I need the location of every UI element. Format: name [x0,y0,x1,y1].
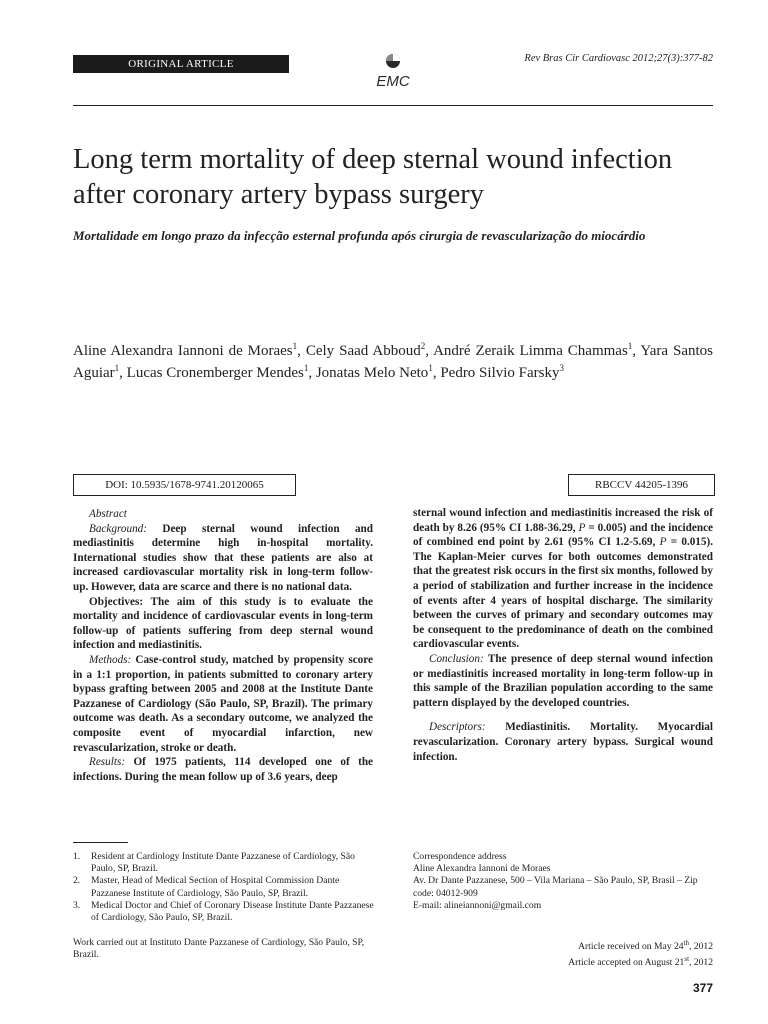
author-name: Yara Santos Aguiar [73,343,713,381]
logo-text: EMC [376,73,410,90]
abstract-column-right [413,506,713,764]
abstract-methods [73,653,373,755]
footnote-item [73,900,375,924]
accepted-ordinal: st [684,955,690,964]
descriptors-label: Descriptors: [429,721,486,734]
author-affiliation-marker: 1 [627,341,633,351]
article-title: Long term mortality of deep sternal wound infection after coronary artery bypass surgery [73,144,673,210]
article-subtitle: Mortalidade em longo prazo da infecção esternal profunda após cirurgia de revascularização do miocárdio [73,228,646,243]
header-rule [73,105,713,106]
correspondence-name: Aline Alexandra Iannoni de Moraes [413,863,551,875]
author-name: Pedro Silvio Farsky [440,365,560,381]
conclusion-label: Conclusion: [429,652,484,665]
p-symbol: P [578,521,586,534]
received-date [568,937,713,953]
accepted-date [568,953,713,969]
results-text-2a: sternal wound infection and mediastinitis increased the risk of death by 8.26 (95% CI 1.88-36.29, [413,507,713,534]
author-separator: , [632,343,641,359]
p-symbol: P [659,536,667,549]
received-ordinal: th [683,939,690,947]
page-number: 377 [692,981,713,995]
footnote-number: 1. [73,851,81,862]
author-separator: , [425,343,434,359]
author-affiliation-marker: 1 [292,341,298,351]
author-list [73,340,713,384]
affiliation-footnotes [73,851,375,924]
section-label: ORIGINAL ARTICLE [73,55,289,73]
author-affiliation-marker: 1 [428,363,433,373]
results-text-2c: = 0.015). The Kaplan-Meier curves for both outcomes demonstrated that the greatest risk occurs in the first six months, followed by a period of stabilization and further increase in the incidence of events after 4 years of hospital discharge. The similarity between the curves of primary and secondary outcomes may be consequent to the predominance of death on the combined cardiovascular events. [413,536,714,651]
author-separator: , [119,365,127,381]
correspondence-block [413,851,715,912]
footnote-number: 2. [73,875,81,887]
author-name: Aline Alexandra Iannoni de Moraes [73,343,293,359]
author-affiliation-marker: 1 [303,363,309,373]
abstract-heading: Abstract [89,508,127,520]
author-affiliation-marker: 1 [114,363,120,373]
rbccv-box: RBCCV 44205-1396 [568,474,715,496]
emc-logo-icon [368,51,418,91]
article-dates [568,937,713,970]
author-separator: , [432,365,441,381]
spacer [413,710,713,720]
footnote-item [73,851,375,875]
footnote-text: Master, Head of Medical Section of Hospital Commission Dante Pazzanese Institute of Cardiology, São Paulo, SP, Brazil. [91,875,340,899]
methods-label: Methods: [89,653,132,666]
abstract-column-left [73,507,373,784]
abstract-conclusion [413,652,713,710]
correspondence-email[interactable]: E-mail: alineiannoni@gmail.com [413,899,542,911]
author-affiliation-marker: 3 [559,363,564,373]
author-name: Lucas Cronemberger Mendes [126,365,304,381]
received-prefix: Article received on May 24 [578,941,684,953]
author-name: André Zeraik Limma Chammas [433,343,628,359]
footnote-text: Medical Doctor and Chief of Coronary Disease Institute Dante Pazzanese of Cardiology, São Paulo, SP, Brazil. [91,899,374,924]
background-label: Background: [89,522,147,535]
accepted-prefix: Article accepted on August 21 [568,957,685,969]
abstract-results-part1 [73,755,373,784]
conclusion-text: The presence of deep sternal wound infection or mediastinitis increased mortality in long-term follow-up in this sample of the Brazilian population according to the same pattern displayed by the developed countries. [413,652,713,709]
author-affiliation-marker: 2 [420,341,426,351]
footnote-number: 3. [73,899,81,911]
author-name: Cely Saad Abboud [305,343,421,359]
abstract-objectives: Objectives: The aim of this study is to evaluate the mortality and incidence of cardiovascular events in long-term follow-up of patients suffering from deep sternal wound infection and mediastinitis. [73,595,373,652]
abstract-results-part2 [413,506,713,652]
correspondence-address: Av. Dr Dante Pazzanese, 500 – Vila Mariana – São Paulo, SP, Brasil – Zip code: 04012-909 [413,875,698,899]
correspondence-heading: Correspondence address [413,851,507,862]
author-separator: , [297,343,306,359]
results-text-2b: = 0.005) and the incidence of combined end point by 2.61 (95% CI 1.2-5.69, [413,521,714,549]
author-separator: , [308,365,316,381]
footnote-rule [73,842,128,843]
results-label: Results: [89,756,126,769]
footnote-item [73,875,375,899]
abstract-descriptors [413,720,713,764]
footnote-text: Resident at Cardiology Institute Dante Pazzanese of Cardiology, São Paulo, SP, Brazil. [91,851,355,875]
methods-text: Case-control study, matched by propensity score in a 1:1 proportion, in patients submitted to coronary artery bypass grafting between 2005 and 2008 at the Institute Dante Pazzanese of Cardiology (São Paulo, SP, Brazil). The primary outcome was death. As a secondary outcome, we analyzed the composite event of myocardial infarction, new revascularization, stroke or death. [73,653,374,754]
author-name: Jonatas Melo Neto [315,365,429,381]
results-text-1: Of 1975 patients, 114 developed one of the infections. During the mean follow up of 3.6 years, deep [73,756,374,783]
accepted-suffix: , 2012 [689,957,713,969]
doi-box[interactable]: DOI: 10.5935/1678-9741.20120065 [73,474,296,496]
journal-logo [368,51,418,91]
abstract-background [73,522,373,595]
journal-reference: Rev Bras Cir Cardiovasc 2012;27(3):377-82 [524,53,713,64]
received-suffix: , 2012 [689,941,713,953]
background-text: Deep sternal wound infection and mediastinitis determine high in-hospital mortality. International studies show that these patients are also at increased cardiovascular mortality risk in long-term follow-up. However, data are scarce and there is no national data. [73,522,374,593]
work-carried-out-note: Work carried out at Instituto Dante Pazzanese of Cardiology, São Paulo, SP, Brazil. [73,937,365,961]
descriptors-text: Mediastinitis. Mortality. Myocardial revascularization. Coronary artery bypass. Surgical wound infection. [413,721,713,763]
